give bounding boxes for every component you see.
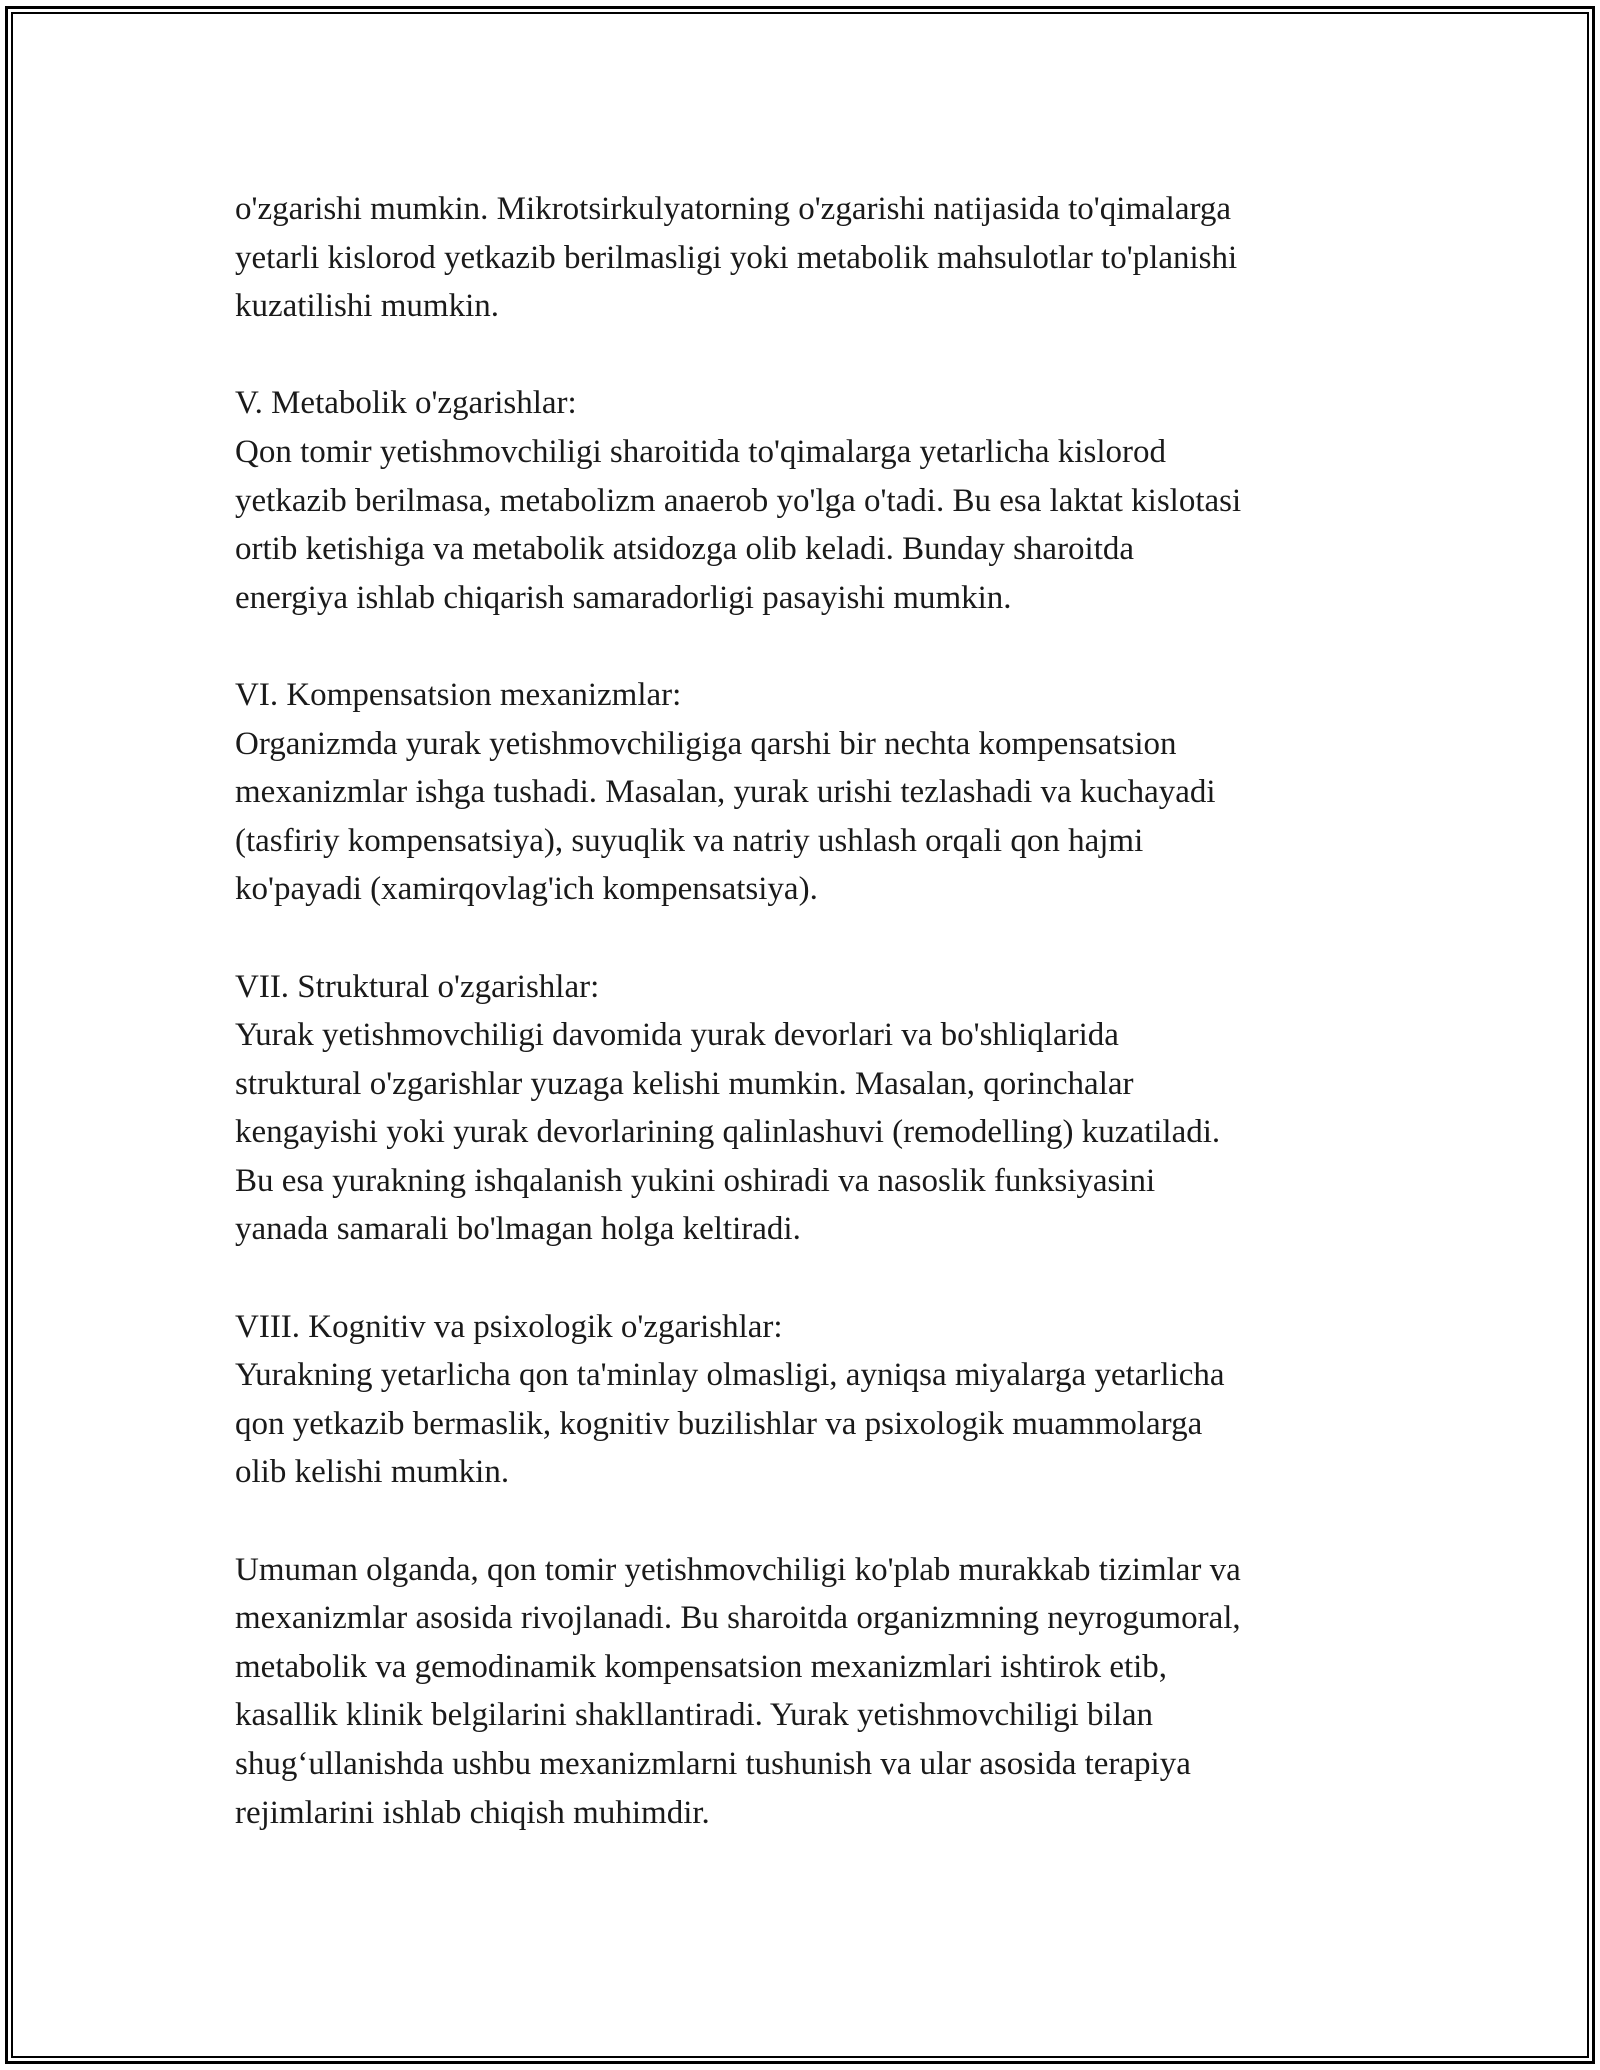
section-compensatory-mechanisms: [235, 671, 1395, 914]
text-line: metabolik va gemodinamik kompensatsion mexanizmlari ishtirok etib,: [235, 1648, 1168, 1685]
paragraph-microcirculation: [235, 185, 1395, 331]
text-line: yanada samarali bo'lmagan holga keltiradi.: [235, 1211, 801, 1248]
section-heading: V. Metabolik o'zgarishlar:: [235, 385, 577, 422]
text-line: struktural o'zgarishlar yuzaga kelishi mumkin. Masalan, qorinchalar: [235, 1065, 1134, 1102]
text-line: Umuman olganda, qon tomir yetishmovchiligi ko'plab murakkab tizimlar va: [235, 1551, 1241, 1588]
text-line: Organizmda yurak yetishmovchiligiga qarshi bir nechta kompensatsion: [235, 725, 1177, 762]
section-heading: VI. Kompensatsion mexanizmlar:: [235, 676, 682, 713]
text-line: o'zgarishi mumkin. Mikrotsirkulyatorning o'zgarishi natijasida to'qimalarga: [235, 191, 1232, 227]
document-body: [235, 185, 1395, 1837]
section-cognitive-changes: [235, 1303, 1395, 1497]
text-line: ko'payadi (xamirqovlag'ich kompensatsiya).: [235, 871, 818, 908]
section-heading: VII. Struktural o'zgarishlar:: [235, 968, 600, 1005]
text-line: (tasfiriy kompensatsiya), suyuqlik va natriy ushlash orqali qon hajmi: [235, 822, 1144, 859]
text-line: energiya ishlab chiqarish samaradorligi pasayishi mumkin.: [235, 579, 1012, 616]
text-line: mexanizmlar ishga tushadi. Masalan, yurak urishi tezlashadi va kuchayadi: [235, 774, 1216, 811]
text-line: olib kelishi mumkin.: [235, 1454, 510, 1491]
section-metabolic-changes: [235, 379, 1395, 622]
paragraph-conclusion: [235, 1546, 1395, 1838]
text-line: Yurak yetishmovchiligi davomida yurak devorlari va bo'shliqlarida: [235, 1017, 1119, 1054]
text-line: kasallik klinik belgilarini shakllantiradi. Yurak yetishmovchiligi bilan: [235, 1697, 1154, 1734]
text-line: qon yetkazib bermaslik, kognitiv buzilishlar va psixologik muammolarga: [235, 1405, 1203, 1442]
text-line: Qon tomir yetishmovchiligi sharoitida to'qimalarga yetarlicha kislorod: [235, 433, 1166, 470]
section-heading: VIII. Kognitiv va psixologik o'zgarishlar:: [235, 1308, 783, 1345]
text-line: yetarli kislorod yetkazib berilmasligi yoki metabolik mahsulotlar to'planishi: [235, 239, 1238, 276]
text-line: shug‘ullanishda ushbu mexanizmlarni tushunish va ular asosida terapiya: [235, 1746, 1191, 1782]
text-line: kuzatilishi mumkin.: [235, 288, 499, 325]
section-structural-changes: [235, 963, 1395, 1255]
text-line: Bu esa yurakning ishqalanish yukini oshiradi va nasoslik funksiyasini: [235, 1162, 1156, 1199]
text-line: kengayishi yoki yurak devorlarining qalinlashuvi (remodelling) kuzatiladi.: [235, 1114, 1221, 1151]
text-line: ortib ketishiga va metabolik atsidozga olib keladi. Bunday sharoitda: [235, 531, 1135, 568]
text-line: Yurakning yetarlicha qon ta'minlay olmasligi, ayniqsa miyalarga yetarlicha: [235, 1357, 1225, 1394]
text-line: rejimlarini ishlab chiqish muhimdir.: [235, 1794, 710, 1831]
text-line: yetkazib berilmasa, metabolizm anaerob yo'lga o'tadi. Bu esa laktat kislotasi: [235, 482, 1242, 519]
text-line: mexanizmlar asosida rivojlanadi. Bu sharoitda organizmning neyrogumoral,: [235, 1600, 1241, 1637]
